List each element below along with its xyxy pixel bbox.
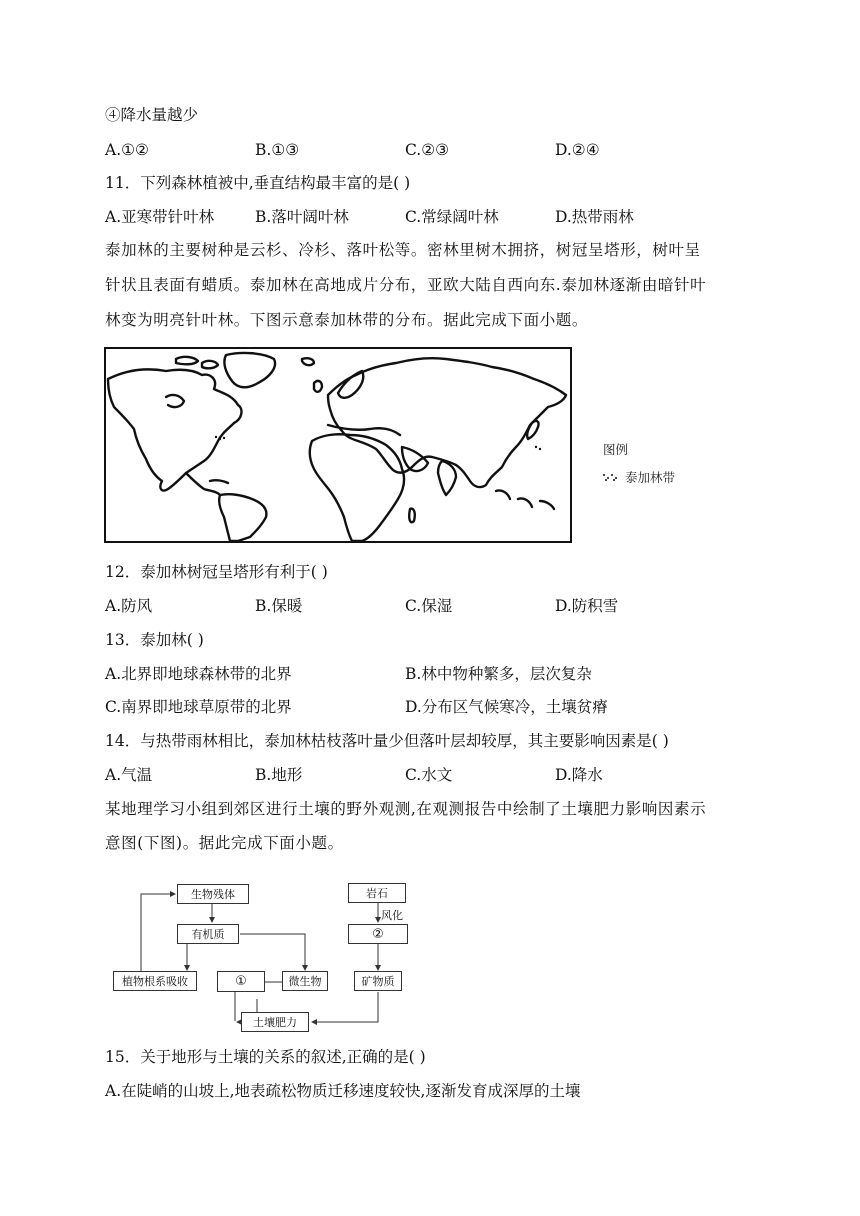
q12-option-b: B.保暖 — [255, 597, 303, 615]
soil-fertility-diagram — [105, 878, 415, 1033]
q12-option-c: C.保湿 — [405, 597, 453, 615]
q13-option-b: B.林中物种繁多，层次复杂 — [405, 665, 592, 683]
q15-option-a: A.在陡峭的山坡上,地表疏松物质迁移速度较快,逐渐发育成深厚的土壤 — [105, 1082, 581, 1100]
q14-option-a: A.气温 — [105, 766, 153, 784]
q13-option-a: A.北界即地球森林带的北界 — [105, 665, 292, 683]
q12-option-a: A.防风 — [105, 597, 153, 615]
q13-option-c: C.南界即地球草原带的北界 — [105, 698, 292, 716]
q10-option-b: B.①③ — [255, 141, 300, 159]
taiga-intro-line-2: 针状且表面有蜡质。泰加林在高地成片分布，亚欧大陆自西向东.泰加林逐渐由暗针叶 — [105, 276, 707, 294]
soil-intro-line-1: 某地理学习小组到郊区进行土壤的野外观测,在观测报告中绘制了土壤肥力影响因素示 — [105, 800, 707, 818]
q11-option-a: A.亚寒带针叶林 — [105, 208, 215, 226]
map-legend — [603, 440, 675, 486]
q14-option-d: D.降水 — [555, 766, 603, 784]
taiga-dots-icon — [603, 473, 619, 481]
q11-option-d: D.热带雨林 — [555, 208, 634, 226]
box-rock: 岩石 — [348, 883, 406, 903]
box-minerals: 矿物质 — [354, 971, 402, 991]
box-root-absorption: 植物根系吸收 — [113, 971, 197, 991]
label-weathering: 风化 — [381, 909, 403, 922]
q11-option-b: B.落叶阔叶林 — [255, 208, 349, 226]
legend-item-taiga: 泰加林带 — [625, 470, 676, 485]
box-microbes: 微生物 — [282, 971, 328, 991]
box-soil-fertility: 土壤肥力 — [241, 1012, 309, 1032]
q10-option-a: A.①② — [105, 141, 149, 159]
q10-item-4: ④降水量越少 — [105, 106, 199, 124]
soil-intro-line-2: 意图(下图)。据此完成下面小题。 — [105, 834, 344, 852]
q12-option-d: D.防积雪 — [555, 597, 619, 615]
world-map-outline — [106, 349, 570, 541]
q11-option-c: C.常绿阔叶林 — [405, 208, 499, 226]
box-biomass: 生物残体 — [177, 884, 249, 904]
q11-stem: 11．下列森林植被中,垂直结构最丰富的是( ) — [105, 174, 411, 192]
q10-option-d: D.②④ — [555, 141, 600, 159]
q10-option-c: C.②③ — [405, 141, 450, 159]
q13-option-d: D.分布区气候寒冷，土壤贫瘠 — [405, 698, 608, 716]
q12-stem: 12．泰加林树冠呈塔形有利于( ) — [105, 563, 328, 581]
box-blank-2: ② — [348, 924, 408, 944]
taiga-intro-line-3: 林变为明亮针叶林。下图示意泰加林带的分布。据此完成下面小题。 — [105, 311, 589, 329]
box-organic-matter: 有机质 — [177, 924, 239, 944]
taiga-distribution-map — [104, 347, 572, 543]
q13-stem: 13．泰加林( ) — [105, 631, 204, 649]
q15-stem: 15．关于地形与土壤的关系的叙述,正确的是( ) — [105, 1048, 426, 1066]
box-blank-1: ① — [217, 971, 265, 992]
taiga-intro-line-1: 泰加林的主要树种是云杉、冷杉、落叶松等。密林里树木拥挤，树冠呈塔形，树叶呈 — [105, 241, 701, 259]
q14-option-c: C.水文 — [405, 766, 453, 784]
q14-option-b: B.地形 — [255, 766, 303, 784]
legend-title: 图例 — [603, 442, 629, 457]
q14-stem: 14．与热带雨林相比，泰加林枯枝落叶量少但落叶层却较厚，其主要影响因素是( ) — [105, 732, 669, 750]
